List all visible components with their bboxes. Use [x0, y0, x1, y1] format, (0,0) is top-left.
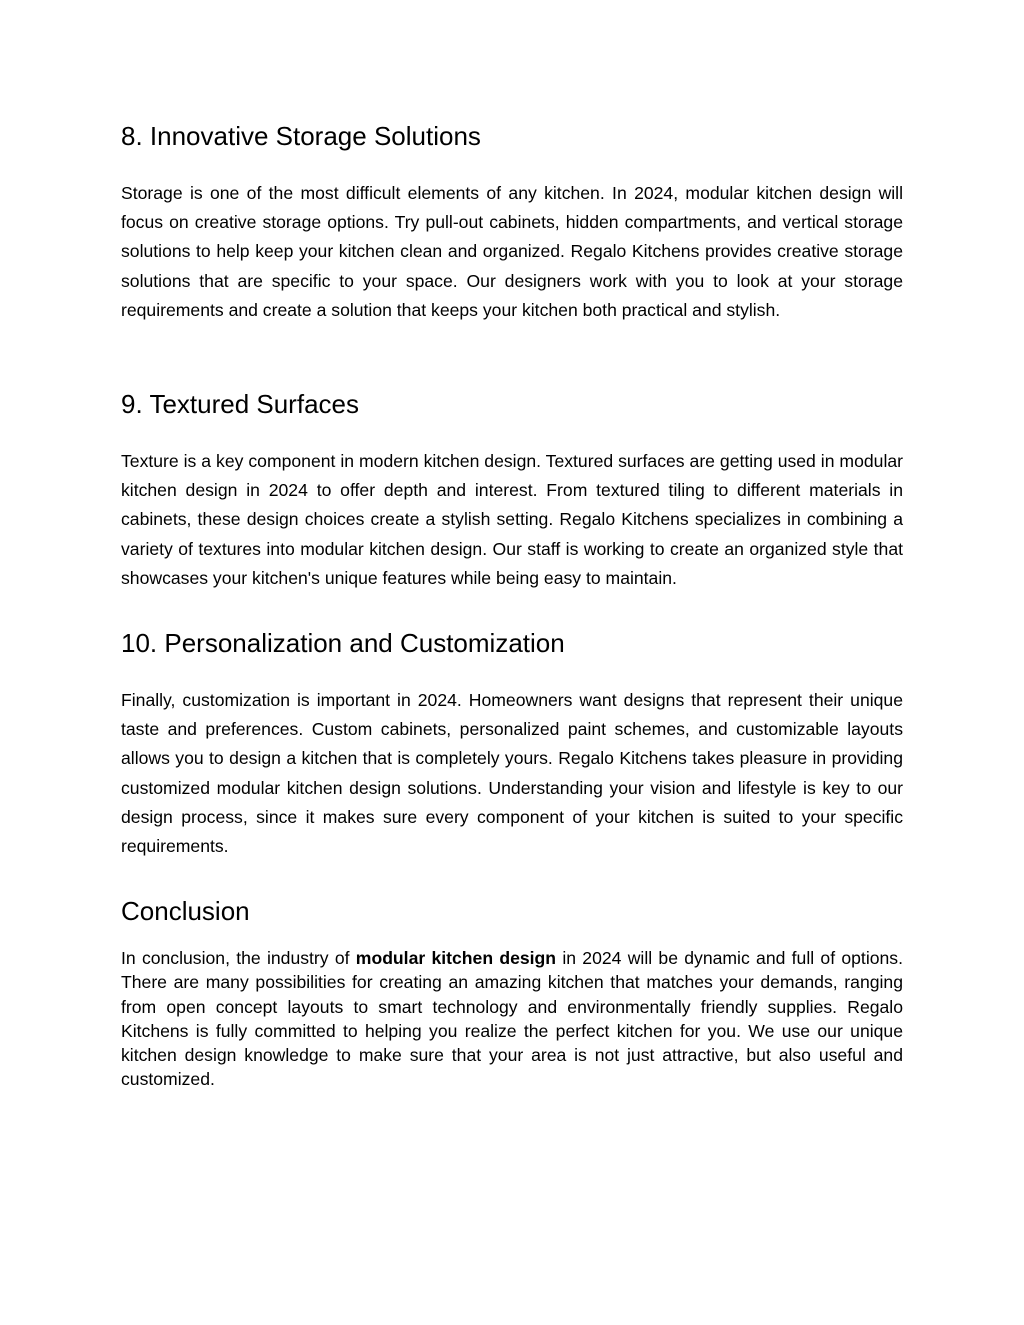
conclusion-body	[121, 946, 903, 1092]
conclusion-heading: Conclusion	[121, 896, 250, 926]
section-body-storage: Storage is one of the most difficult elements of any kitchen. In 2024, modular kitchen design will focus on creative storage options. Try pull-out cabinets, hidden compartments, and vertical storage solutions to help keep your kitchen clean and organized. Regalo Kitchens provides creative storage solutions that are specific to your space. Our designers work with you to look at your storage requirements and create a solution that keeps your kitchen both practical and stylish.	[121, 183, 903, 320]
conclusion-text-start: In conclusion, the industry of	[121, 948, 356, 968]
conclusion-bold-phrase: modular kitchen design	[355, 948, 557, 968]
section-heading-storage: 8. Innovative Storage Solutions	[121, 121, 481, 151]
section-body-personalization: Finally, customization is important in 2024. Homeowners want designs that represent their unique taste and preferences. Custom cabinets, personalized paint schemes, and customizable layouts allows you to design a kitchen that is completely yours. Regalo Kitchens takes pleasure in providing customized modular kitchen design solutions. Understanding your vision and lifestyle is key to our design process, since it makes sure every component of your kitchen is suited to your specific requirements.	[121, 690, 903, 857]
section-heading-personalization: 10. Personalization and Customization	[121, 628, 565, 658]
section-heading-textured-surfaces: 9. Textured Surfaces	[121, 389, 359, 419]
conclusion-text-end: in 2024 will be dynamic and full of options. There are many possibilities for creating an amazing kitchen that matches your demands, ranging from open concept layouts to smart technology and environmentally friendly supplies. Regalo Kitchens is fully committed to helping you realize the perfect kitchen for you. We use our unique kitchen design knowledge to make sure that your area is not just attractive, but also useful and customized.	[121, 948, 903, 1090]
section-body-textured-surfaces: Texture is a key component in modern kitchen design. Textured surfaces are getting used in modular kitchen design in 2024 to offer depth and interest. From textured tiling to different materials in cabinets, these design choices create a stylish setting. Regalo Kitchens specializes in combining a variety of textures into modular kitchen design. Our staff is working to create an organized style that showcases your kitchen's unique features while being easy to maintain.	[121, 451, 903, 588]
